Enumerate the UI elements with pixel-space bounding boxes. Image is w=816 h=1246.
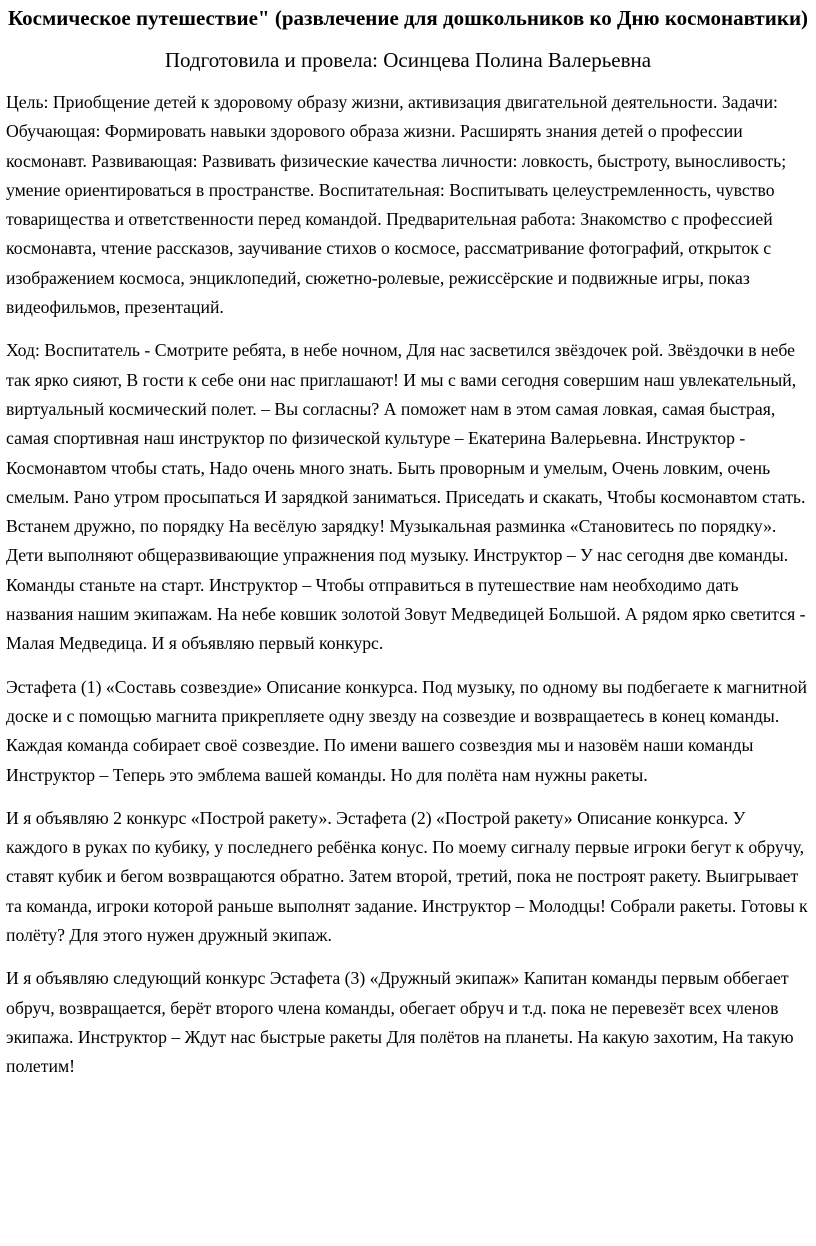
paragraph-course: Ход: Воспитатель - Смотрите ребята, в небе ночном, Для нас засветился звёздочек рой. Звёздочки в небе так ярко сияют, В гости к себе они нас приглашают! И мы с вами сегодня совершим наш увлекательный, виртуальный космический полет. – Вы согласны? А поможет нам в этом самая ловкая, самая быстрая, самая спортивная наш инструктор по физической культуре – Екатерина Валерьевна. Инструктор - Космонавтом чтобы стать, Надо очень много знать. Быть проворным и умелым, Очень ловким, очень смелым. Рано утром просыпаться И зарядкой заниматься. Приседать и скакать, Чтобы космонавтом стать. Встанем дружно, по порядку На весёлую зарядку! Музыкальная разминка «Становитесь по порядку». Дети выполняют общеразвивающие упражнения под музыку. Инструктор – У нас сегодня две команды. Команды станьте на старт. Инструктор – Чтобы отправиться в путешествие нам необходимо дать названия нашим экипажам. На небе ковшик золотой Зовут Медведицей Большой. А рядом ярко светится - Малая Медведица. И я объявляю первый конкурс. <box>6 340 806 654</box>
paragraph-relay-1: Эстафета (1) «Составь созвездие» Описание конкурса. Под музыку, по одному вы подбегаете к магнитной доске и с помощью магнита прикрепляете одну звезду на созвездие и возвращаетесь в конец команды. Каждая команда собирает своё созвездие. По имени вашего созвездия мы и назовём наши команды Инструктор – Теперь это эмблема вашей команды. Но для полёта нам нужны ракеты. <box>6 676 808 785</box>
document-title: Космическое путешествие" (развлечение для дошкольников ко Дню космонавтики) <box>7 6 809 30</box>
paragraph-relay-2: И я объявляю 2 конкурс «Построй ракету». Эстафета (2) «Построй ракету» Описание конкурса. У каждого в руках по кубику, у последнего ребёнка конус. По моему сигналу первые игроки бегут к обручу, ставят кубик и бегом возвращаются обратно. Затем второй, третий, пока не построят ракету. Выигрывает та команда, игроки которой раньше выполнят задание. Инструктор – Молодцы! Собрали ракеты. Готовы к полёту? Для этого нужен дружный экипаж. <box>6 807 808 946</box>
paragraph-relay-3: И я объявляю следующий конкурс Эстафета (3) «Дружный экипаж» Капитан команды первым оббегает обруч, возвращается, берёт второго члена команды, обегает обруч и т.д. пока не перевезёт всех членов экипажа. Инструктор – Ждут нас быстрые ракеты Для полётов на планеты. На какую захотим, На такую полетим! <box>6 968 794 1077</box>
paragraph-goals: Цель: Приобщение детей к здоровому образу жизни, активизация двигательной деятельности. Задачи: Обучающая: Формировать навыки здорового образа жизни. Расширять знания детей о профессии космонавт. Развивающая: Развивать физические качества личности: ловкость, быстроту, выносливость; умение ориентироваться в пространстве. Воспитательная: Воспитывать целеустремленность, чувство товарищества и ответственности перед командой. Предварительная работа: Знакомство с профессией космонавта, чтение рассказов, заучивание стихов о космосе, рассматривание фотографий, открыток с изображением космоса, энциклопедий, сюжетно-ролевые, режиссёрские и подвижные игры, показ видеофильмов, презентаций. <box>6 92 787 318</box>
document-author: Подготовила и провела: Осинцева Полина Валерьевна <box>164 48 652 72</box>
